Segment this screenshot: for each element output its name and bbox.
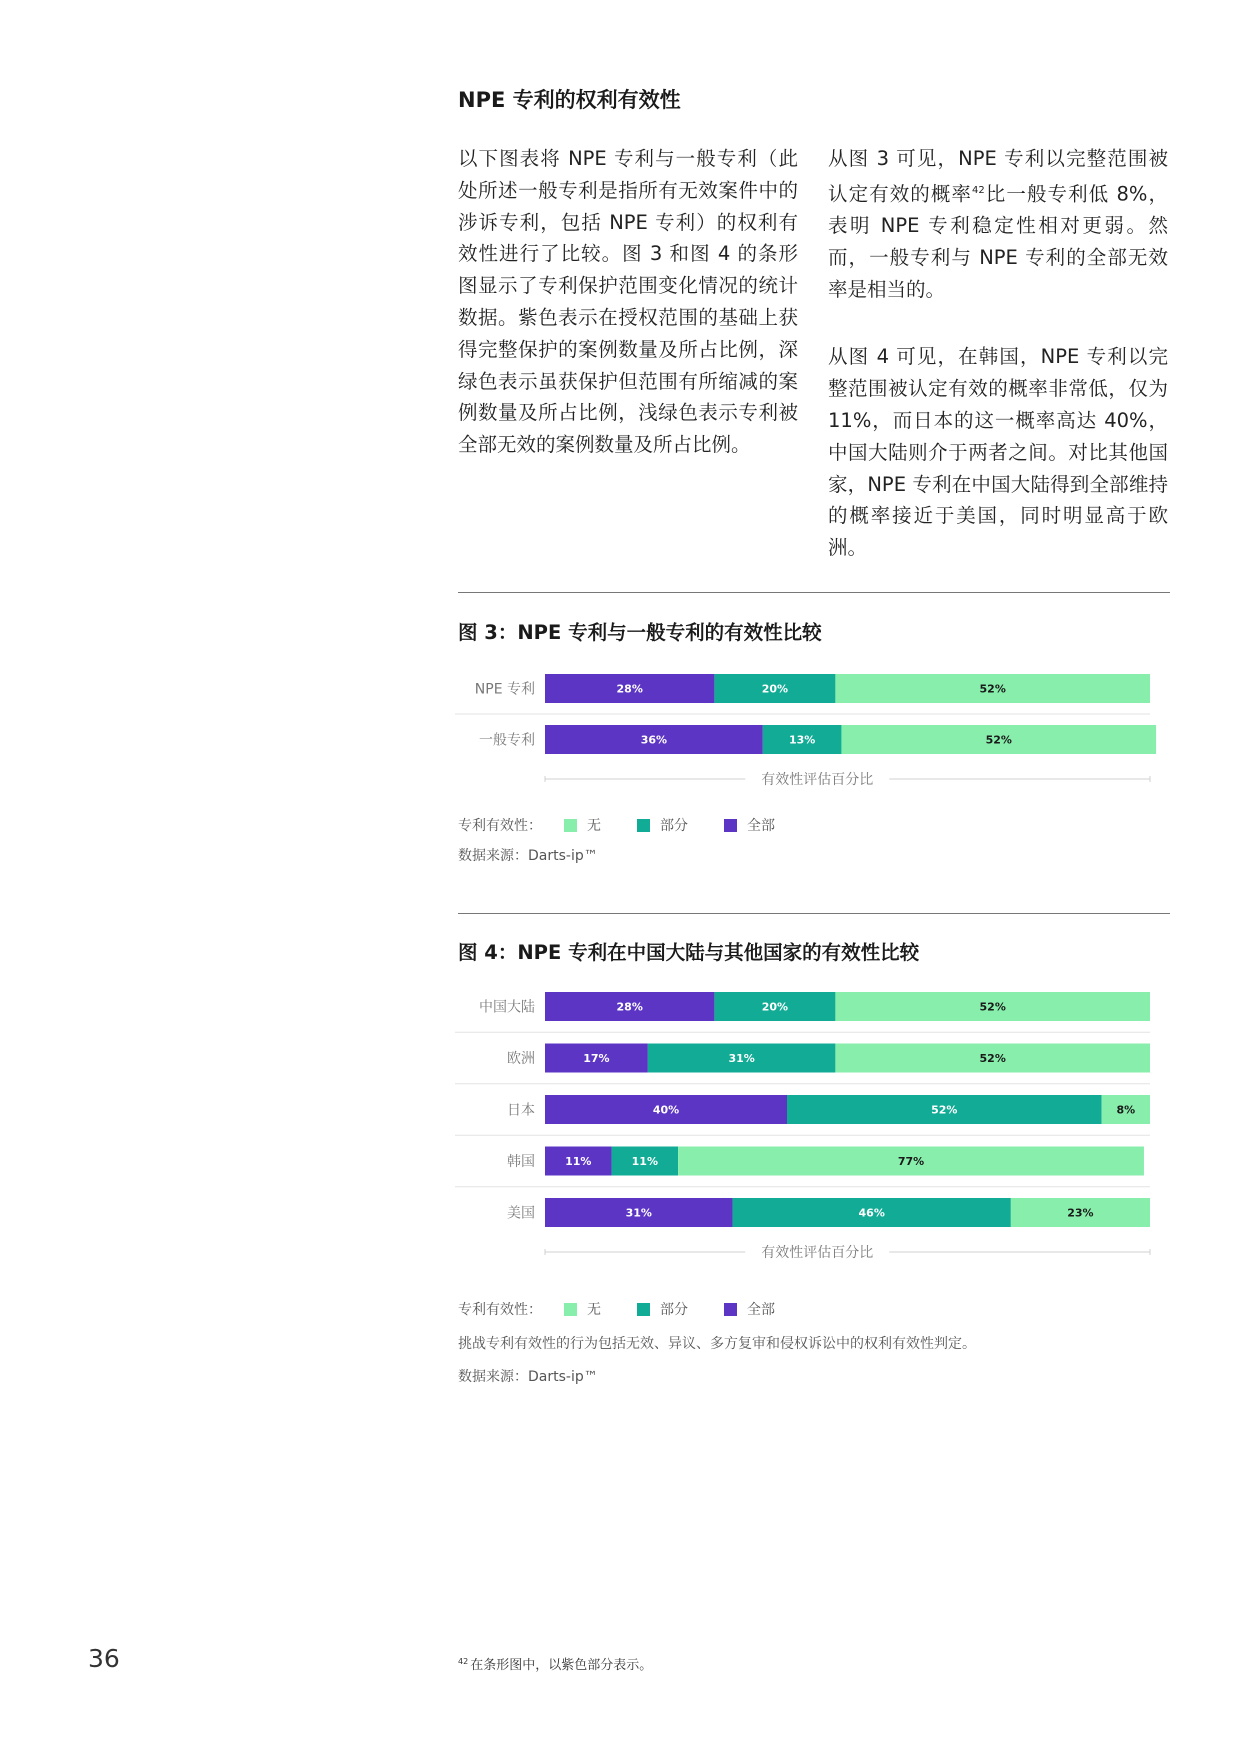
data-label: 13% <box>788 733 816 747</box>
data-label: 31% <box>728 1052 755 1065</box>
data-label: 17% <box>583 1052 610 1065</box>
legend-swatch-partial <box>637 1303 650 1316</box>
legend-text-partial: 部分 <box>660 818 688 834</box>
legend-text-none: 无 <box>587 818 601 834</box>
data-label: 36% <box>640 733 668 747</box>
legend-text-full: 全部 <box>747 818 775 834</box>
data-label: 20% <box>761 1000 789 1014</box>
x-axis-label: 有效性评估百分比 <box>761 772 874 788</box>
data-label: 52% <box>979 1000 1006 1014</box>
data-label: 46% <box>858 1206 885 1220</box>
data-label: 52% <box>979 682 1006 696</box>
category-label: 韩国 <box>507 1154 535 1170</box>
figure-4-chart <box>440 988 1160 1263</box>
analysis-paragraph-2: 从图 4 可见，在韩国，NPE 专利以完整范围被认定有效的概率非常低，仅为 11%，而日本的这一概率高达 40%，中国大陆则介于两者之间。对比其他国家，NPE 专利在中国大陆得到全部维持的概率接近于美国，同时明显高于欧洲。 <box>828 345 1168 560</box>
legend-item-full <box>724 815 775 835</box>
legend-swatch-full <box>724 819 737 832</box>
x-axis-label: 有效性评估百分比 <box>761 1245 874 1261</box>
figure-3-chart <box>440 670 1160 800</box>
analysis-paragraph-1-part-b: 比一般专利低 8%，表明 NPE 专利稳定性相对更弱。然而，一般专利与 NPE 专利的全部无效率是相当的。 <box>828 182 1168 301</box>
legend-item-none <box>564 1299 601 1319</box>
figure-4-divider <box>458 913 1170 914</box>
analysis-column <box>828 143 1168 600</box>
data-label: 31% <box>625 1206 652 1220</box>
legend-swatch-partial <box>637 819 650 832</box>
data-label: 11% <box>631 1155 658 1168</box>
footnote-number: 42 <box>458 1656 469 1666</box>
legend-text-partial: 部分 <box>660 1302 688 1318</box>
figure-4-source: 数据来源：Darts-ip™ <box>458 1369 598 1385</box>
figure-3-divider <box>458 592 1170 593</box>
page-number: 36 <box>88 1644 120 1673</box>
footnote-ref[interactable]: 42 <box>972 184 985 196</box>
legend-swatch-none <box>564 819 577 832</box>
data-label: 28% <box>616 682 643 696</box>
legend-text-full: 全部 <box>747 1302 775 1318</box>
data-label: 11% <box>565 1155 592 1168</box>
data-label: 8% <box>1116 1103 1136 1117</box>
category-label: 美国 <box>507 1205 535 1222</box>
figure-4-note: 挑战专利有效性的行为包括无效、异议、多方复审和侵权诉讼中的权利有效性判定。 <box>458 1336 976 1352</box>
figure-3-title: 图 3：NPE 专利与一般专利的有效性比较 <box>458 621 822 644</box>
category-label: 欧洲 <box>507 1051 535 1067</box>
legend-item-partial <box>637 815 688 835</box>
legend-swatch-none <box>564 1303 577 1316</box>
category-label: 中国大陆 <box>479 999 535 1016</box>
figure-3-legend <box>458 815 811 835</box>
data-label: 23% <box>1067 1206 1094 1220</box>
data-label: 52% <box>985 733 1012 747</box>
legend-label: 专利有效性： <box>458 1302 542 1318</box>
legend-label: 专利有效性： <box>458 818 542 834</box>
category-label: 日本 <box>507 1102 535 1119</box>
legend-text-none: 无 <box>587 1302 601 1318</box>
legend-item-partial <box>637 1299 688 1319</box>
data-label: 40% <box>652 1103 680 1117</box>
data-label: 28% <box>616 1000 643 1014</box>
intro-paragraph: 以下图表将 NPE 专利与一般专利（此处所述一般专利是指所有无效案件中的涉诉专利，包括 NPE 专利）的权利有效性进行了比较。图 3 和图 4 的条形图显示了专利保护范围变化情况的统计数据。紫色表示在授权范围的基础上获得完整保护的案例数量及所占比例，深绿色表示虽获保护但范围有所缩减的案例数量及所占比例，浅绿色表示专利被全部无效的案例数量及所占比例。 <box>458 147 798 457</box>
data-label: 52% <box>931 1103 958 1117</box>
data-label: 77% <box>897 1155 925 1168</box>
analysis-paragraph-1-part-a: 从图 3 可见，NPE 专利以完整范围被认定有效的概率 <box>828 147 1168 206</box>
data-label: 52% <box>979 1052 1006 1065</box>
figure-3-source: 数据来源：Darts-ip™ <box>458 848 598 864</box>
figure-4-legend <box>458 1299 811 1319</box>
legend-item-full <box>724 1299 775 1319</box>
category-label: 一般专利 <box>479 732 535 749</box>
intro-column <box>458 143 798 497</box>
analysis-paragraph-1 <box>828 143 1168 305</box>
footnote <box>458 1654 652 1673</box>
footnote-text: 在条形图中，以紫色部分表示。 <box>470 1658 653 1673</box>
legend-swatch-full <box>724 1303 737 1316</box>
figure-4-title: 图 4：NPE 专利在中国大陆与其他国家的有效性比较 <box>458 941 920 964</box>
legend-item-none <box>564 815 601 835</box>
section-title: NPE 专利的权利有效性 <box>458 88 681 112</box>
category-label: NPE 专利 <box>474 681 535 698</box>
data-label: 20% <box>761 682 789 696</box>
